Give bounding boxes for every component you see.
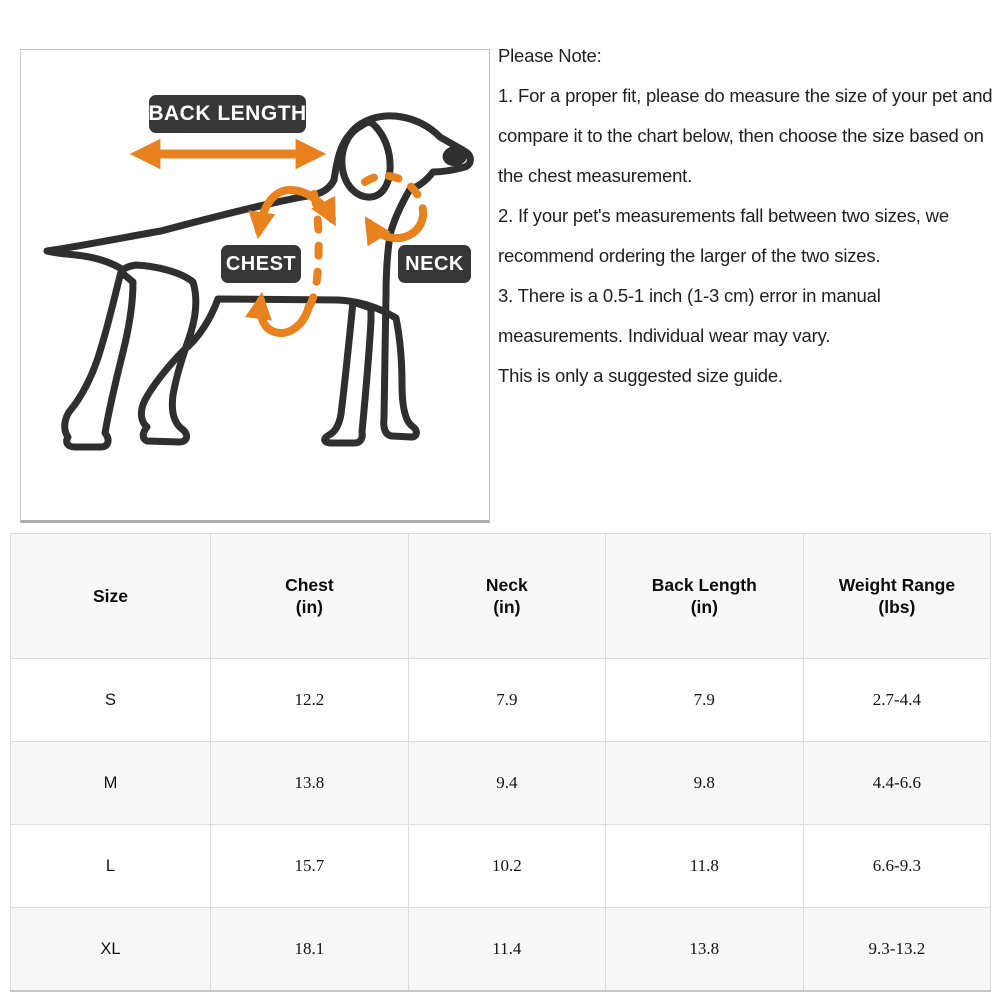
table-row-xl [11, 908, 991, 992]
cell-weight-range: 9.3-13.2 [803, 908, 990, 992]
cell-neck: 7.9 [408, 659, 605, 742]
cell-chest: 13.8 [210, 742, 408, 825]
size-chart-table [10, 533, 991, 992]
note-item: 1. For a proper fit, please do measure the size of your pet and compare it to the chart below, then choose the size based on the chest measurement. [498, 85, 993, 186]
note-item: 3. There is a 0.5-1 inch (1-3 cm) error in manual measurements. Individual wear may vary. [498, 285, 881, 346]
header-size: Size [11, 534, 211, 659]
header-neck: Neck (in) [408, 534, 605, 659]
cell-chest: 15.7 [210, 825, 408, 908]
back-length-label: BACK LENGTH [149, 95, 306, 133]
dog-far-rear-leg [65, 272, 133, 447]
measurement-diagram [20, 49, 490, 523]
table-row-l [11, 825, 991, 908]
cell-chest: 12.2 [210, 659, 408, 742]
cell-weight-range: 4.4-6.6 [803, 742, 990, 825]
cell-neck: 9.4 [408, 742, 605, 825]
chest-girth-arrow [260, 300, 309, 333]
dog-far-front-leg [325, 302, 371, 443]
cell-weight-range: 6.6-9.3 [803, 825, 990, 908]
header-back-length: Back Length (in) [605, 534, 803, 659]
cell-back-length: 9.8 [605, 742, 803, 825]
chest-label: CHEST [221, 245, 301, 283]
cell-back-length: 7.9 [605, 659, 803, 742]
table-header-row [11, 534, 991, 659]
cell-size: XL [11, 908, 211, 992]
note-item: 2. If your pet's measurements fall between two sizes, we recommend ordering the larger of the two sizes. [498, 205, 949, 266]
cell-size: S [11, 659, 211, 742]
header-weight-range: Weight Range (lbs) [803, 534, 990, 659]
neck-label: NECK [398, 245, 471, 283]
table-row-m [11, 742, 991, 825]
cell-neck: 10.2 [408, 825, 605, 908]
cell-back-length: 13.8 [605, 908, 803, 992]
header-chest: Chest (in) [210, 534, 408, 659]
note-title: Please Note: [498, 45, 602, 66]
cell-back-length: 11.8 [605, 825, 803, 908]
note-item: This is only a suggested size guide. [498, 365, 783, 386]
note-section [498, 36, 1000, 396]
cell-size: M [11, 742, 211, 825]
cell-chest: 18.1 [210, 908, 408, 992]
cell-weight-range: 2.7-4.4 [803, 659, 990, 742]
cell-neck: 11.4 [408, 908, 605, 992]
table-row-s [11, 659, 991, 742]
cell-size: L [11, 825, 211, 908]
